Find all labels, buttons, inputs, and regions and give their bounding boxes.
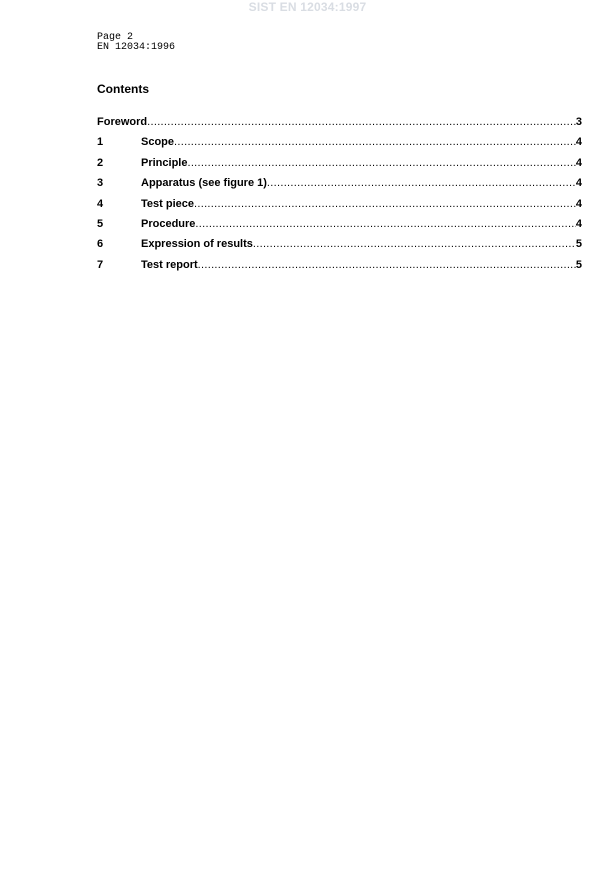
toc-entry-page: 3 (575, 116, 582, 128)
toc-entry-page: 4 (575, 177, 582, 190)
toc-entry-page: 4 (575, 217, 582, 230)
toc-entry-number: 5 (97, 217, 104, 230)
toc-entry-label: Scope (141, 136, 175, 149)
toc-entry-number: 2 (97, 156, 104, 169)
dot-leader (187, 157, 575, 169)
dot-leader (195, 218, 575, 230)
toc-entry-number: 6 (97, 238, 104, 251)
toc-entry-test-piece[interactable] (97, 198, 582, 218)
toc-entry-number: 1 (97, 136, 104, 149)
toc-entry-page: 4 (575, 156, 582, 169)
watermark-text: SIST EN 12034:1997 (248, 0, 367, 14)
toc-entry-number: 3 (97, 177, 104, 190)
toc-entry-page: 4 (575, 136, 582, 149)
page-header (97, 33, 175, 53)
toc-entry-page: 5 (575, 258, 582, 271)
dot-leader (174, 136, 576, 148)
dot-leader (194, 198, 576, 210)
toc-entry-label: Test report (141, 258, 198, 271)
toc-entry-expression-of-results[interactable] (97, 238, 582, 258)
toc-entry-scope[interactable] (97, 136, 582, 156)
toc-entry-page: 4 (575, 197, 582, 210)
table-of-contents (97, 116, 582, 279)
document-reference: EN 12034:1996 (97, 42, 176, 53)
toc-entry-label: Apparatus (see figure 1) (141, 177, 267, 190)
page-number: Page 2 (97, 32, 134, 43)
toc-entry-foreword[interactable] (97, 116, 582, 136)
toc-entry-label: Expression of results (141, 238, 253, 251)
dot-leader (267, 177, 576, 189)
toc-entry-principle[interactable] (97, 157, 582, 177)
toc-entry-label: Foreword (97, 116, 148, 128)
toc-entry-number: 7 (97, 258, 104, 271)
toc-entry-test-report[interactable] (97, 259, 582, 279)
toc-entry-label: Procedure (141, 217, 196, 230)
dot-leader (147, 116, 576, 128)
toc-entry-page: 5 (575, 238, 582, 251)
toc-entry-label: Test piece (141, 197, 194, 210)
contents-heading: Contents (97, 82, 149, 96)
toc-entry-label: Principle (141, 156, 188, 169)
toc-entry-number: 4 (97, 197, 104, 210)
dot-leader (198, 259, 576, 271)
dot-leader (253, 238, 576, 250)
toc-entry-apparatus[interactable] (97, 177, 582, 197)
toc-entry-procedure[interactable] (97, 218, 582, 238)
